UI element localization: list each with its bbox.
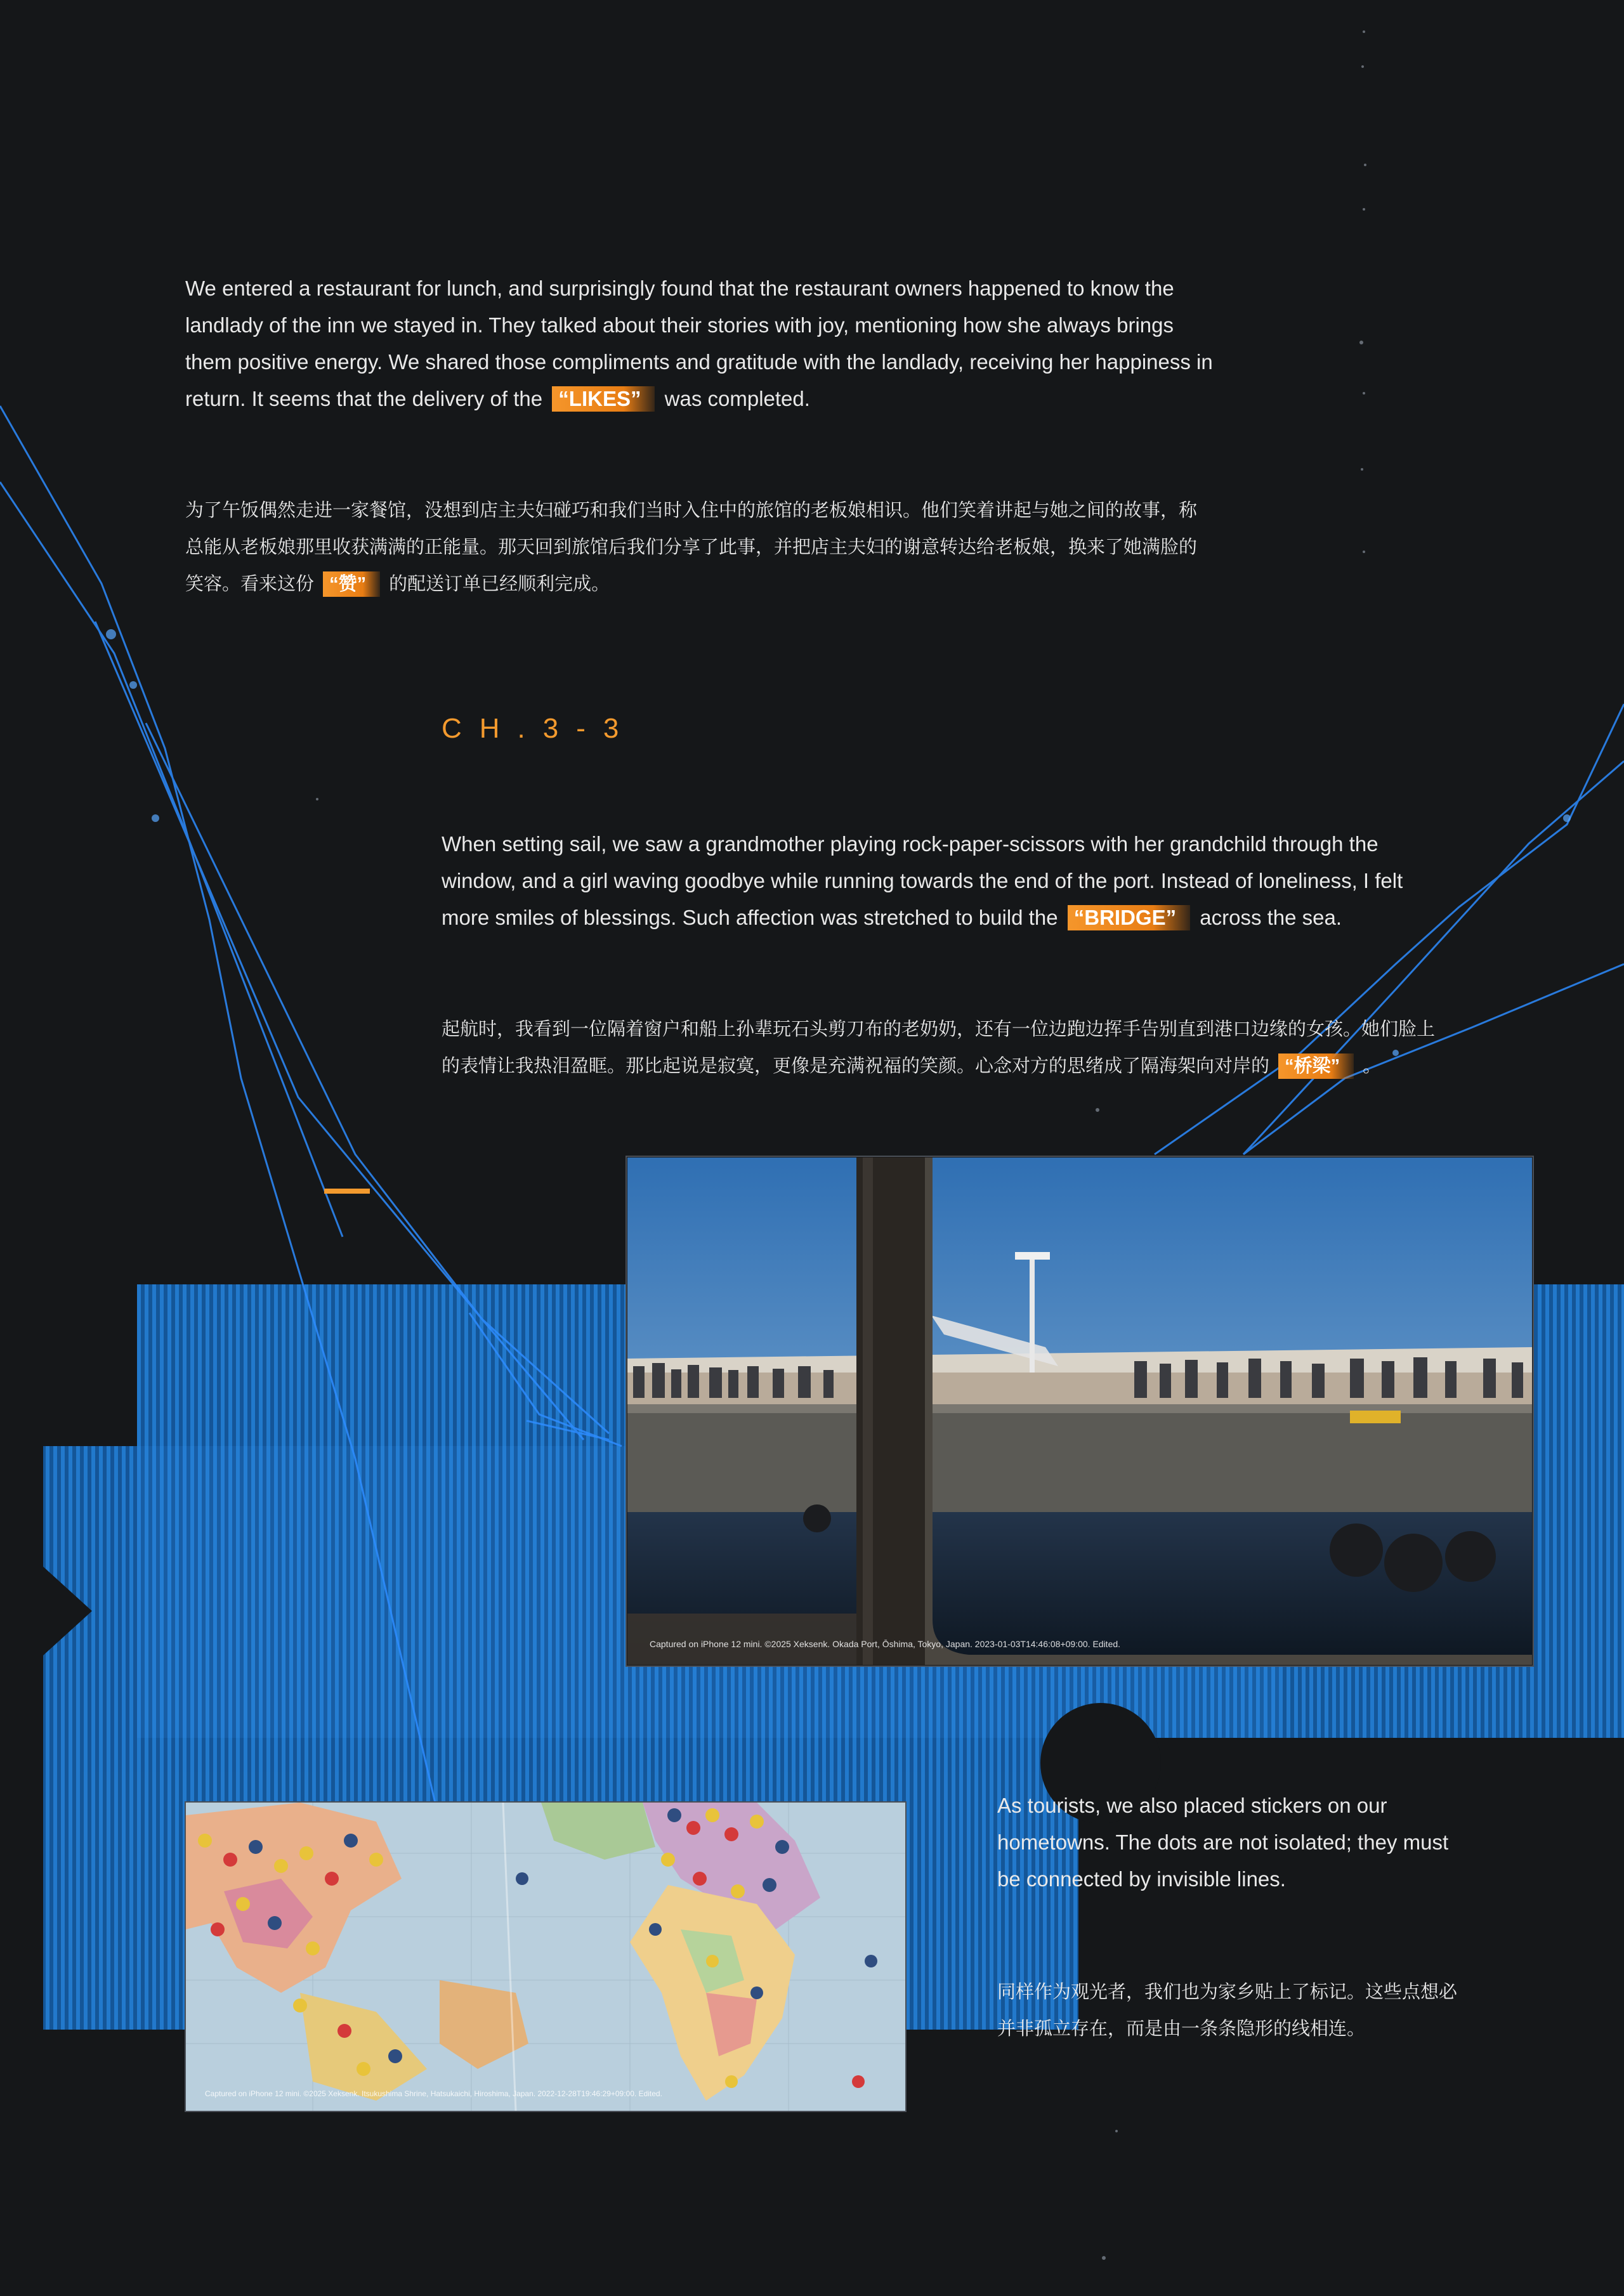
bridge-section: [442, 826, 1418, 936]
stickers-chinese-paragraph: 同样作为观光者，我们也为家乡贴上了标记。这些点想必并非孤立存在，而是由一条条隐形的线相连。: [997, 1982, 1458, 2039]
chapter-heading: [442, 713, 636, 745]
port-photo-image: [627, 1157, 1533, 1666]
bridge-chinese-text-end: 。: [1363, 1056, 1382, 1076]
map-photo-caption: Captured on iPhone 12 mini. ©2025 Xeksenk. Itsukushima Shrine, Hatsukaichi, Hiroshima, Japan. 2022-12-28T19:46:29+09:00. Edited.: [205, 2089, 662, 2098]
accent-bar: [324, 1189, 370, 1194]
map-photo[interactable]: [185, 1801, 907, 2112]
likes-highlight: “LIKES”: [552, 386, 655, 412]
bridge-chinese-section: [442, 1011, 1450, 1085]
bridge-english-paragraph: [442, 826, 1418, 936]
port-photo[interactable]: [625, 1156, 1534, 1667]
stickers-section: [997, 1787, 1467, 1898]
bridge-chinese-text: 起航时，我看到一位隔着窗户和船上孙辈玩石头剪刀布的老奶奶，还有一位边跑边挥手告别直到港口边缘的女孩。她们脸上的表情让我热泪盈眶。那比起说是寂寞，更像是充满祝福的笑颜。心念对方的思绪成了隔海架向对岸的: [442, 1019, 1436, 1076]
intro-chinese-text: 为了午饭偶然走进一家餐馆，没想到店主夫妇碰巧和我们当时入住中的旅馆的老板娘相识。他们笑着讲起与她之间的故事，称总能从老板娘那里收获满满的正能量。那天回到旅馆后我们分享了此事，并把店主夫妇的谢意转达给老板娘，换来了她满脸的笑容。看来这份: [185, 500, 1198, 594]
bridge-chinese-paragraph: [442, 1011, 1450, 1085]
intro-english-text: We entered a restaurant for lunch, and surprisingly found that the restaurant owners happened to know the landlady of the inn we stayed in. They talked about their stories with joy, mentioning how she always brings them positive energy. We shared those compliments and gratitude with the landlady, receiving her happiness in return. It seems that the delivery of the: [185, 277, 1213, 410]
bridge-english-text: When setting sail, we saw a grandmother playing rock-paper-scissors with her grandchild through the window, and a girl waving goodbye while running towards the end of the port. Instead of loneliness, I felt more smiles of blessings. Such affection was stretched to build the: [442, 832, 1403, 929]
stickers-chinese-section: [997, 1974, 1467, 2047]
intro-chinese-paragraph: [185, 492, 1213, 603]
intro-section: [185, 270, 1226, 417]
stickers-english-paragraph: As tourists, we also placed stickers on our hometowns. The dots are not isolated; they must be connected by invisible lines.: [997, 1794, 1449, 1891]
map-photo-image: [186, 1803, 905, 2111]
zan-highlight: “赞”: [323, 571, 380, 597]
intro-english-paragraph: [185, 270, 1226, 417]
intro-chinese-section: [185, 492, 1213, 603]
port-photo-caption: Captured on iPhone 12 mini. ©2025 Xeksenk. Okada Port, Ōshima, Tokyo, Japan. 2023-01-03T14:46:08+09:00. Edited.: [650, 1639, 1121, 1649]
intro-english-text-end: was completed.: [664, 387, 810, 410]
intro-chinese-text-end: 的配送订单已经顺利完成。: [389, 574, 610, 594]
chapter-label: CH.3-3: [442, 713, 637, 744]
qiaoliang-highlight: “桥梁”: [1278, 1053, 1354, 1079]
bridge-english-text-end: across the sea.: [1200, 906, 1342, 929]
bridge-highlight: “BRIDGE”: [1068, 905, 1190, 930]
